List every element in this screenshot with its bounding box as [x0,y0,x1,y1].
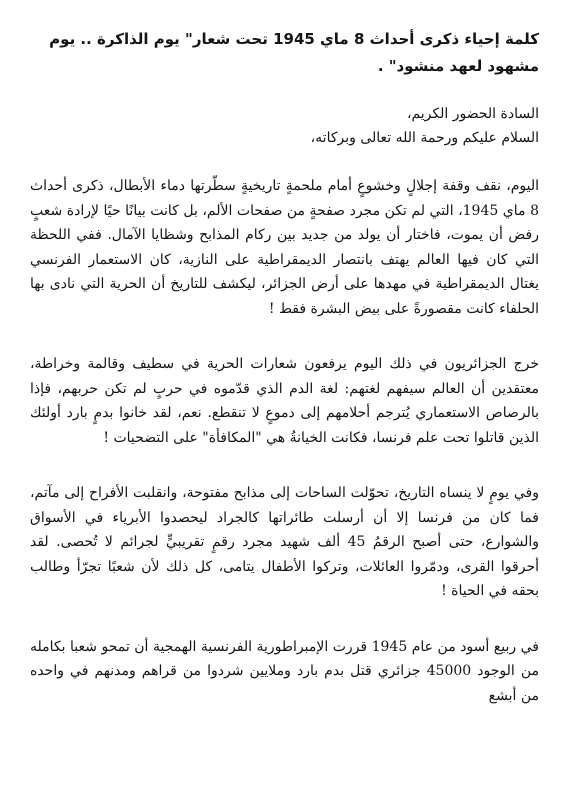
salutation-greeting: السلام عليكم ورحمة الله تعالى وبركاته، [310,130,539,146]
paragraph-3: وفي يومٍ لا ينساه التاريخ، تحوّلت الساحات إلى مذابح مفتوحة، وانقلبت الأفراح إلى مآتم، فما كان من فرنسا إلا أن أرسلت طائراتها كالجراد ليحصدوا الأبرياء في الأسواق والشوارع، حتى أصبح الرقمُ 45 ألف شهيد مجرد رقمٍ تقريبيٍّ لجرائم لا تُحصى. لقد أحرقوا القرى، ودمّروا العائلات، وتركوا الأطفال يتامى، كل ذلك لأن شعبًا تجرّأ وطالب بحقه في الحياة ! [30,485,539,599]
document-title: كلمة إحياء ذكرى أحداث 8 ماي 1945 تحت شعار" يوم الذاكرة .. يوم مشهود لعهد منشود" . [49,30,539,75]
paragraph-4: في ربيع أسود من عام 1945 قررت الإمبراطورية الفرنسية الهمجية أن تمحو شعبا بكامله من الوجود 45000 جزائري قتل بدم بارد وملايين شردوا من قراهم ومدنهم في واحده من أبشع [30,638,539,704]
paragraph-2: خرج الجزائريون في ذلك اليوم يرفعون شعارات الحرية في سطيف وقالمة وخراطة، معتقدين أن العالم سيفهم لغتهم: لغة الدم الذي قدّموه في حربٍ لم تكن حربهم، فإذا بالرصاص الاستعماري يُترجم أحلامهم إلى دموعٍ لا تنقطع. نعم، لقد خانوا بدمٍ بارد أولئك الذين قاتلوا تحت علم فرنسا، فكانت الخيانةُ هي "المكافأة" على التضحيات ! [30,356,539,446]
paragraph-1: اليوم، نقف وقفة إجلالٍ وخشوعٍ أمام ملحمةٍ تاريخيةٍ سطّرتها دماء الأبطال، ذكرى أحداث 8 ماي 1945، التي لم تكن مجرد صفحةٍ من صفحات الألم، بل كانت بيانًا حيًا لإرادة شعبٍ رفض أن يموت، فاختار أن يولد من جديد بين ركام المذابح وشظايا الآمال. ففي اللحظة التي كان فيها العالم يهتف بانتصار الديمقراطية على النازية، كان الاستعمار الفرنسي يغتال الديمقراطية في مهدها على أرض الجزائر، ليكشف للتاريخ أن الحرية التي نادى بها الحلفاء كانت مقصورةً على بيض البشرة فقط ! [30,178,539,317]
salutation-block [30,102,539,150]
salutation-audience: السادة الحضور الكريم، [406,106,539,122]
